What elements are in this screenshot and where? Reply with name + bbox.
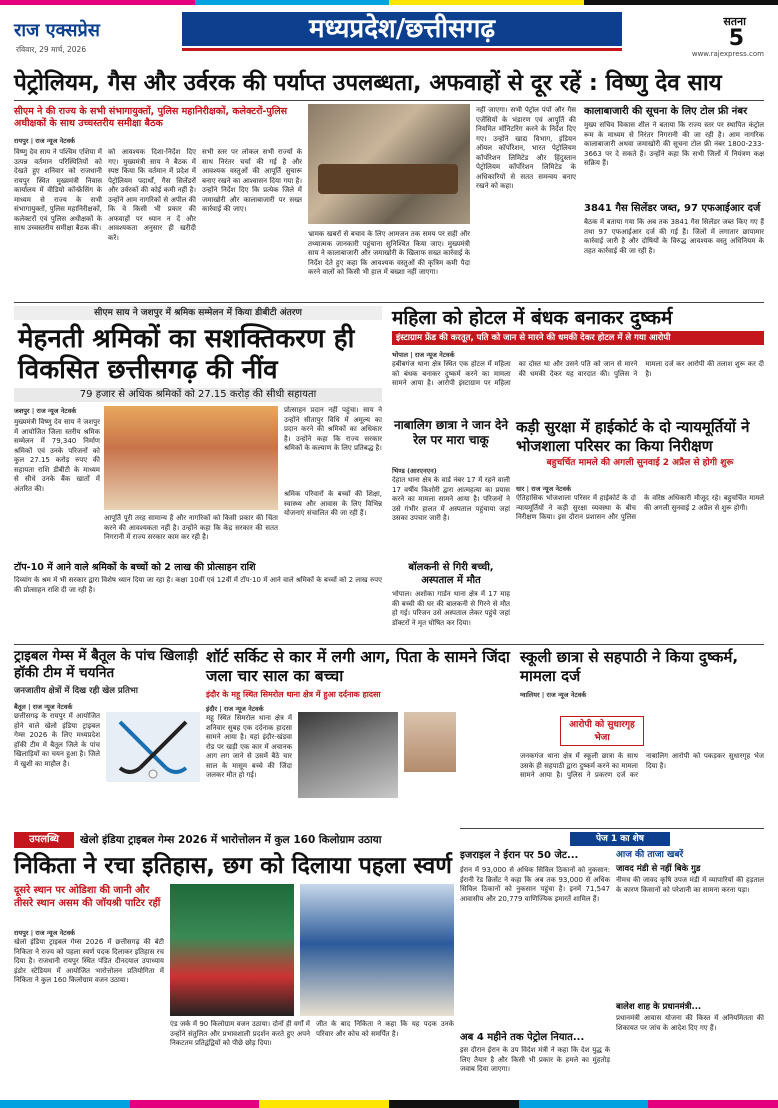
brief-2-headline: बालेश शाह के प्रधानमंत्री... (616, 1002, 702, 1012)
student-body: जनकगंज थाना क्षेत्र में स्कूली छात्रा के साथ उसके ही सहपाठी द्वारा दुष्कर्म करने का मामला सामने आया है। पुलिस ने प्रकरण दर्ज कर नाबालिग आरोपी को पकड़कर सुधारगृह भेज दिया है। (520, 752, 764, 779)
burnt-car-photo (298, 712, 398, 798)
workers-byline: जशपुर | राज न्यूज नेटवर्क (14, 407, 77, 415)
bottom-color-strip (0, 1100, 778, 1108)
website[interactable]: www.rajexpress.com (691, 50, 764, 58)
tribal-body: छत्तीसगढ़ के रायपुर में आयोजित होने वाले खेलो इंडिया ट्राइबल गेम्स 2026 के लिए मध्यप्रदेश हॉकी टीम में बैतूल जिले के पांच खिलाड़ियों का चयन हुआ है। जिले में खुशी का माहौल है। (14, 712, 100, 768)
rest-body-2: इस दौरान ईरान के उप विदेश मंत्री ने कहा कि देश युद्ध के लिए तैयार है और किसी भी प्रकार के हमले का मुंहतोड़ जवाब दिया जाएगा। (460, 1046, 610, 1073)
hc-headline: कड़ी सुरक्षा में हाईकोर्ट के दो न्यायमूर्तियों ने भोजशाला परिसर का किया निरीक्षण (516, 418, 750, 455)
balcony-body: भोपाल। अशोका गार्डन थाना क्षेत्र में 17 माह की बच्ची की घर की बालकनी से गिरने से मौत हो गई। परिजन उसे अस्पताल लेकर पहुंचे जहां डॉक्टरों ने मृत घोषित कर दिया। (392, 590, 510, 627)
lead-col-1: विष्णु देव साय ने पश्चिम एशिया में उत्पन्न वर्तमान परिस्थितियों को देखते हुए शनिवार को राजधानी रायपुर स्थित मुख्यमंत्री निवास कार्यालय में वीडियो कॉन्फ्रेंसिंग के माध्यम से राज्य के सभी संभागायुक्तों, पुलिस महानिरीक्षकों, कलेक्टरों एवं पुलिस अधीक्षकों के साथ उच्चस्तरीय समीक्षा बैठक की। (14, 148, 102, 232)
hc-deck: बहुचर्चित मामले की अगली सुनवाई 2 अप्रैल से होगी शुरू (546, 458, 734, 468)
lead-col-3: सभी स्तर पर लोकल सभी राज्यों के साथ निरंतर चर्चा की गई है और आवश्यक वस्तुओं की आपूर्ति सुचारू बनाए रखने का आश्वासन दिया गया है। उन्होंने निर्देश दिए कि प्रत्येक जिले में जमाखोरी और कालाबाजारी पर सख्त कार्रवाई की जाए। (202, 148, 302, 213)
hockey-sticks-image (106, 712, 200, 782)
hc-byline: धार | राज न्यूज नेटवर्क (516, 485, 571, 493)
lead-col-2: को आवश्यक दिशा-निर्देश दिए गए। मुख्यमंत्री साय ने बैठक में स्पष्ट किया कि वर्तमान में प्रदेश में पेट्रोलियम पदार्थों, गैस सिलेंडरों और उर्वरकों की कोई कमी नहीं है। उन्होंने आम नागरिकों से अपील की कि वे किसी भी प्रकार की अफवाहों पर ध्यान न दें और आवश्यकता अनुसार ही खरीदी करें। (108, 148, 196, 242)
rule (460, 828, 764, 829)
brief-2-body: प्रधानमंत्री आवास योजना की किस्त में अनियमितता की शिकायत पर जांच के आदेश दिए गए हैं। (616, 1014, 764, 1032)
nikita-body-3: जीत के बाद निकिता ने कहा कि यह पदक उनके परिवार और कोच को समर्पित है। (316, 1020, 454, 1038)
nikita-headline: निकिता ने रचा इतिहास, छग को दिलाया पहला स्वर्ण (14, 853, 452, 879)
briefs-title: आज की ताजा खबरें (616, 850, 684, 860)
nikita-kicker: खेलो इंडिया ट्राइबल गेम्स 2026 में भारोत्तोलन में कुल 160 किलोग्राम उठाया (80, 834, 382, 846)
rule (14, 100, 764, 101)
lead-headline: पेट्रोलियम, गैस और उर्वरक की पर्याप्त उपलब्धता, अफवाहों से दूर रहें : विष्णु देव साय (14, 70, 722, 96)
nikita-byline: रायपुर | राज न्यूज नेटवर्क (14, 929, 76, 937)
hc-body: ऐतिहासिक भोजशाला परिसर में हाईकोर्ट के दो न्यायमूर्तियों ने कड़ी सुरक्षा व्यवस्था के बीच निरीक्षण किया। इस दौरान प्रशासन और पुलिस के वरिष्ठ अधिकारी मौजूद रहे। बहुचर्चित मामले की अगली सुनवाई 2 अप्रैल से शुरू होगी। (516, 494, 764, 521)
lead-col-5: नहीं जाएगा। सभी पेट्रोल पंपों और गैस एजेंसियों के भंडारण एवं आपूर्ति की नियमित मॉनिटरिंग करने के निर्देश दिए गए। उन्होंने खाद्य विभाग, इंडियन ऑयल कॉर्पोरेशन, भारत पेट्रोलियम कॉर्पोरेशन लिमिटेड और हिंदुस्तान पेट्रोलियम कॉर्पोरेशन लिमिटेड के अधिकारियों से सतत समन्वय बनाए रखने को कहा। (476, 106, 576, 190)
issue-date: रविवार, 29 मार्च, 2026 (16, 45, 87, 54)
minor-byline: भिण्ड (आरएनएन) (392, 467, 437, 475)
student-headline: स्कूली छात्रा से सहपाठी ने किया दुष्कर्म, मामला दर्ज (520, 648, 739, 685)
seizure-headline: 3841 गैस सिलेंडर जब्त, 97 एफआईआर दर्ज (584, 203, 761, 214)
hotel-body: हबीबगंज थाना क्षेत्र स्थित एक होटल में महिला को बंधक बनाकर दुष्कर्म करने का मामला सामने आया है। आरोपी इंस्टाग्राम पर महिला का दोस्त था और उसने पति को जान से मारने की धमकी देकर यह वारदात की। पुलिस ने मामला दर्ज कर आरोपी की तलाश शुरू कर दी है। (392, 360, 764, 387)
hotel-headline: महिला को होटल में बंधक बनाकर दुष्कर्म (392, 307, 673, 329)
tribal-headline: ट्राइबल गेम्स में बैतूल के पांच खिलाड़ी हॉकी टीम में चयनित (14, 648, 198, 681)
rule (14, 644, 764, 645)
workers-deck: 79 हजार से अधिक श्रमिकों को 27.15 करोड़ की सीधी सहायता (14, 388, 382, 402)
workers-subhead: टॉप-10 में आने वाले श्रमिकों के बच्चों को 2 लाख की प्रोत्साहन राशि (14, 562, 256, 573)
hockey-stick-icon (106, 712, 200, 782)
color-strip (0, 0, 778, 5)
student-byline: ग्वालियर | राज न्यूज नेटवर्क (520, 691, 587, 699)
page-number: 5 (728, 26, 744, 51)
masthead (14, 12, 764, 60)
rest-headline: इजराइल ने ईरान पर 50 जेट... (460, 850, 579, 861)
workers-photo (104, 406, 278, 510)
fire-body: महू स्थित सिमरोल थाना क्षेत्र में शनिवार सुबह एक दर्दनाक हादसा सामने आया है। यहां इंदौर-खंडवा रोड पर खड़ी एक कार में अचानक आग लग जाने से उसमें बैठे चार साल के मासूम बच्चे की जिंदा जलकर मौत हो गई। (206, 714, 292, 779)
fire-headline: शॉर्ट सर्किट से कार में लगी आग, पिता के सामने जिंदा जला चार साल का बच्चा (206, 648, 510, 685)
brief-1-body: नीमच की जावद कृषि उपज मंडी में व्यापारियों की हड़ताल के कारण किसानों को परेशानी का सामना करना पड़ा। (616, 876, 764, 894)
workers-caption: आपूर्ति पूरी तरह सामान्य है और नागरिकों को किसी प्रकार की चिंता करने की आवश्यकता नहीं है। उन्होंने कहा कि केंद्र सरकार की सतत निगरानी में राज्य सरकार काम कर रही है। (104, 514, 278, 541)
balcony-headline: बॉलकनी से गिरी बच्ची, अस्पताल में मौत (408, 562, 494, 586)
podium-photo (300, 884, 454, 1016)
workers-headline: मेहनती श्रमिकों का सशक्तिकरण ही विकसित छत्तीसगढ़ की नींव (18, 324, 355, 385)
tollfree-body: मुख्य सचिव विकास शील ने बताया कि राज्य स्तर पर स्थापित कंट्रोल रूम के माध्यम से निरंतर निगरानी की जा रही है। आम नागरिक कालाबाजारी अथवा जमाखोरी की सूचना टोल फ्री नंबर 1800-233-3663 पर दे सकते हैं। उन्होंने कहा कि सभी जिलों में नियंत्रण कक्ष सक्रिय हैं। (584, 121, 764, 167)
tribal-deck: जनजातीय क्षेत्रों में दिख रही खेल प्रतिभा (14, 686, 138, 696)
workers-col-4: श्रमिक परिवारों के बच्चों की शिक्षा, स्वास्थ्य और आवास के लिए विभिन्न योजनाएं संचालित की जा रही हैं। (284, 490, 382, 517)
section-banner: मध्यप्रदेश/छत्तीसगढ़ (182, 12, 622, 46)
workers-col-5: दिव्यांग के श्रम में भी सरकार द्वारा विशेष ध्यान दिया जा रहा है। कक्षा 10वीं एवं 12वीं में टॉप-10 में आने वाले श्रमिकों के बच्चों को 2 लाख रुपए की प्रोत्साहन राशि दी जा रही है। (14, 576, 382, 594)
nikita-deck: दूसरे स्थान पर ओडिशा की जानी और तीसरे स्थान असम की जॉयश्री पाटिर रहीं (14, 885, 161, 909)
lead-subhead: सीएम ने की राज्य के सभी संभागायुक्तों, पुलिस महानिरीक्षकों, कलेक्टरों-पुलिस अधीक्षकों के साथ उच्चस्तरीय समीक्षा बैठक (14, 106, 288, 129)
student-callout: आरोपी को सुधारगृह भेजा (560, 716, 644, 746)
workers-col-3: प्रोत्साहन प्रदान नहीं पहुंचा। साय ने उन्होंने सीतापुर विधि में अमूल्य का प्रदान करने की श्रमिकों का अधिकार है। उन्होंने कहा कि राज्य सरकार श्रमिकों के कल्याण के लिए प्रतिबद्ध है। (284, 406, 382, 452)
section-underline (182, 48, 622, 51)
rest-title: पेज 1 का शेष (570, 832, 670, 846)
nikita-body: खेलो इंडिया ट्राइबल गेम्स 2026 में छत्तीसगढ़ की बेटी निकिता ने राज्य को पहला स्वर्ण पदक दिलाकर इतिहास रच दिया है। राजधानी रायपुर स्थित पंडित दीनदयाल उपाध्याय इंडोर स्टेडियम में आयोजित भारोत्तोलन प्रतियोगिता में निकिता ने कुल 160 किलोग्राम वजन उठाया। (14, 938, 164, 984)
rest-body: ईरान में 93,000 से अधिक सिविल ठिकानों को नुकसान: ईरानी रेड क्रिसेंट ने कहा कि अब तक 93,000 से अधिक सिविल ठिकानों को नुकसान पहुंचा है। इनमें 71,547 आवासीय और 20,779 वाणिज्यिक इमारतें शामिल हैं। (460, 866, 610, 903)
city-label: सतना (723, 15, 746, 28)
tribal-byline: बैतूल | राज न्यूज नेटवर्क (14, 703, 73, 711)
nikita-tag: उपलब्धि (14, 832, 74, 848)
nikita-body-2: एंड जर्क में 90 किलोग्राम वजन उठाया। दोनों ही वर्गों में उन्होंने संतुलित और प्रभावशाली प्रदर्शन करते हुए अपने निकटतम प्रतिद्वंद्वियों को पीछे छोड़ दिया। (170, 1020, 310, 1047)
rest-headline-2: अब 4 महीने तक पेट्रोल नियात... (460, 1032, 585, 1043)
fire-byline: इंदौर | राज न्यूज नेटवर्क (206, 705, 264, 713)
seizure-body: बैठक में बताया गया कि अब तक 3841 गैस सिलेंडर जब्त किए गए हैं तथा 97 एफआईआर दर्ज की गई हैं। जिलों में लगातार छापामार कार्रवाई जारी है और दोषियों के विरुद्ध आवश्यक वस्तु अधिनियम के तहत कार्रवाई की जा रही है। (584, 218, 764, 255)
hotel-deck: इंस्टाग्राम फ्रेंड की करतूत, पति को जान से मारने की धमकी देकर होटल में ले गया आरोपी (392, 331, 764, 345)
tollfree-headline: कालाबाजारी की सूचना के लिए टोल फ्री नंबर (584, 106, 748, 117)
lead-byline: रायपुर | राज न्यूज नेटवर्क (14, 137, 76, 145)
tollfree-box (584, 106, 764, 298)
workers-kicker: सीएम साय ने जशपुर में श्रमिक सम्मेलन में किया डीबीटी अंतरण (14, 306, 382, 320)
meeting-photo (308, 104, 470, 224)
workers-col-1: मुख्यमंत्री विष्णु देव साय ने जशपुर में आयोजित जिला स्तरीय श्रमिक सम्मेलन में 79,340 निर्माण श्रमिकों एवं उनके परिजनों को कुल 27.15 करोड़ रुपए की सहायता राशि डीबीटी के माध्यम से सीधे उनके बैंक खातों में अंतरित की। (14, 418, 100, 493)
rule (14, 302, 764, 303)
weightlifter-photo (170, 884, 294, 1016)
conference-table (318, 164, 458, 194)
brief-1-headline: जावद मंडी से नहीं बिके गुड (616, 864, 701, 874)
fire-deck: इंदौर के महू स्थित सिमरोल थाना क्षेत्र में हुआ दर्दनाक हादसा (206, 690, 381, 699)
brand-name: राज एक्सप्रेस (14, 20, 100, 41)
minor-headline: नाबालिग छात्रा ने जान देने रेल पर मारा चाकू (393, 418, 509, 447)
minor-body: देहात थाना क्षेत्र के वार्ड नंबर 17 में रहने वाली 17 वर्षीय किशोरी द्वारा आत्महत्या का प्रयास करने का मामला सामने आया है। परिजनों ने उसे गंभीर हालत में अस्पताल पहुंचाया जहां उसका उपचार जारी है। (392, 476, 510, 522)
lead-col-4: भ्रामक खबरों से बचाव के लिए आमजन तक समय पर सही और तथ्यात्मक जानकारी पहुंचाना सुनिश्चित किया जाए। मुख्यमंत्री साय ने कालाबाजारी और जमाखोरी के खिलाफ सख्त कार्रवाई के निर्देश देते हुए कहा कि आवश्यक वस्तुओं की कृत्रिम कमी पैदा करने वालों को किसी भी हाल में बख्शा नहीं जाएगा। (308, 230, 470, 276)
child-photo (404, 712, 456, 772)
hotel-byline: भोपाल | राज न्यूज नेटवर्क (392, 351, 455, 359)
